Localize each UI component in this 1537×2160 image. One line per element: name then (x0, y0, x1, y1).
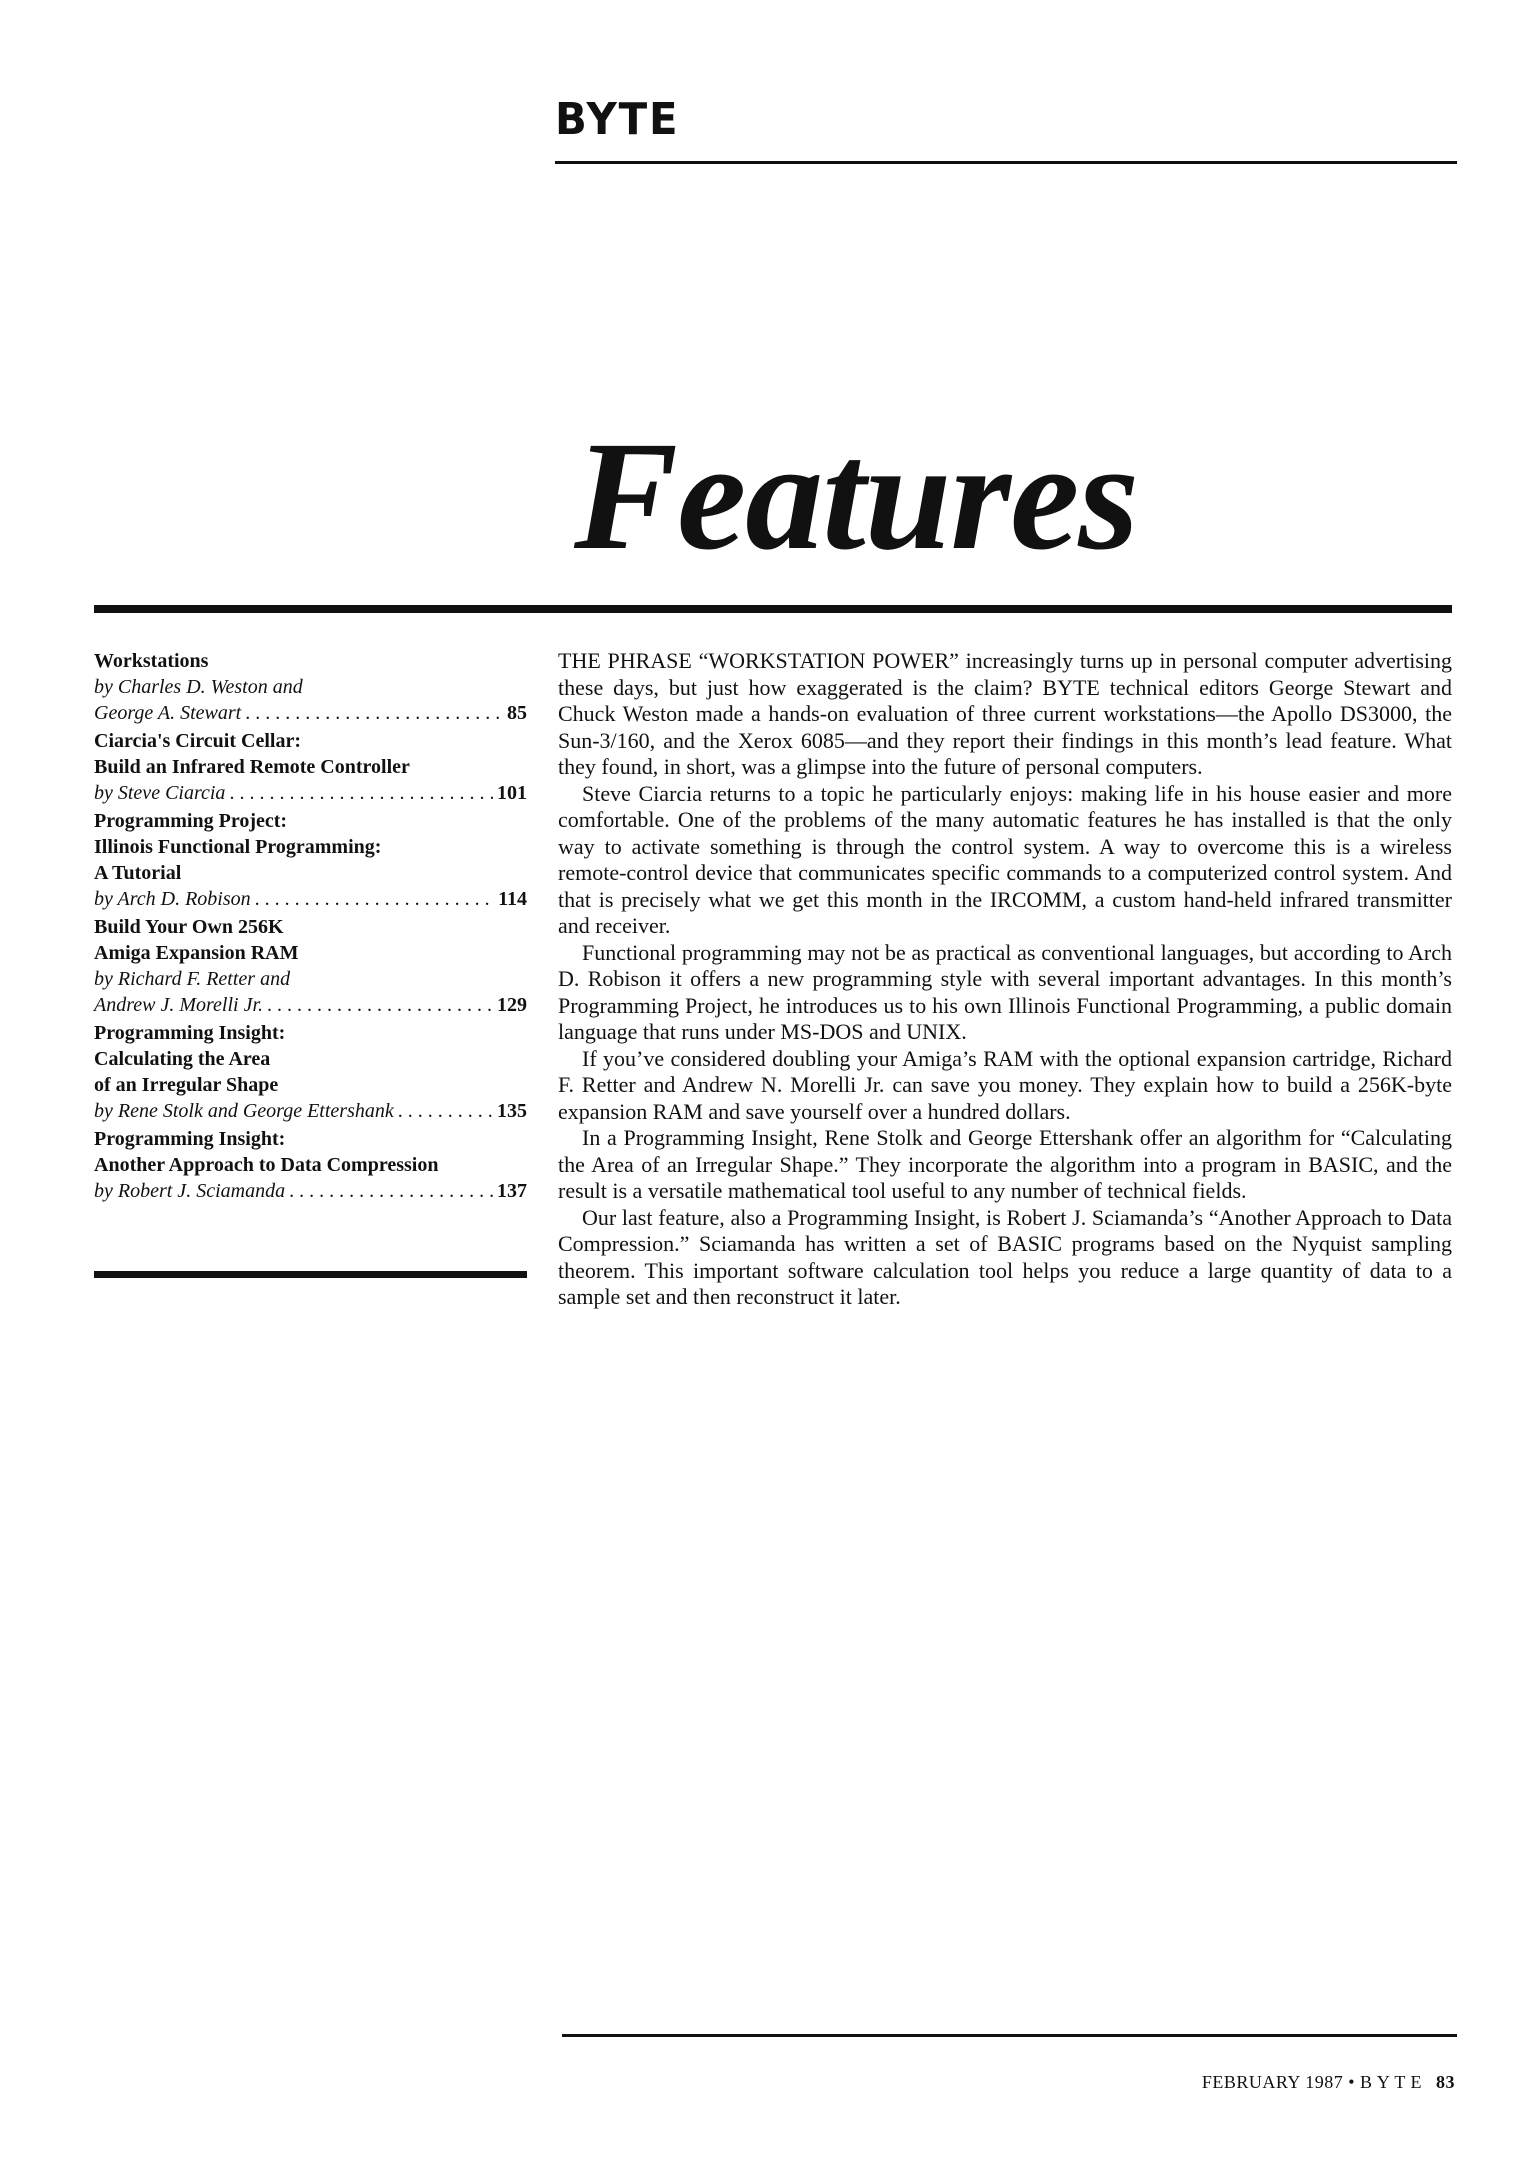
article-body (558, 648, 1452, 1311)
toc-entry-page-line (94, 1098, 527, 1124)
article-paragraph: In a Programming Insight, Rene Stolk and George Ettershank offer an algorithm for “Calculating the Area of an Irregular Shape.” They incorporate the algorithm into a program in BASIC, and the result is a versatile mathematical tool useful to any number of technical fields. (558, 1125, 1452, 1203)
toc-entry-author: by Rene Stolk and George Ettershank (94, 1100, 394, 1122)
toc-entry-author: by Charles D. Weston and (94, 676, 303, 698)
title-rule (94, 605, 1452, 613)
page-title: Features (574, 409, 1139, 582)
toc-entry-title: Ciarcia's Circuit Cellar: (94, 730, 301, 752)
toc-entry-page-line (94, 780, 527, 806)
article-paragraph: Our last feature, also a Programming Insight, is Robert J. Sciamanda’s “Another Approach to Data Compression.” Sciamanda has written a set of BASIC programs based on the Nyquist sampling theorem. This important software calculation tool helps you reduce a large quantity of data to a sample set and then reconstruct it later. (558, 1204, 1452, 1309)
toc-bottom-rule (94, 1271, 527, 1278)
toc-entry-title: Another Approach to Data Compression (94, 1154, 439, 1176)
toc-entry-page-number: 137 (497, 1180, 527, 1202)
toc-entry-page-number: 101 (497, 782, 527, 804)
byte-logo: BYTE (555, 94, 680, 145)
toc-entry-page-number: 85 (507, 702, 527, 724)
toc-entry-page-number: 114 (498, 888, 527, 910)
toc-entry-author: by Steve Ciarcia (94, 782, 226, 804)
toc-leader-dots (267, 992, 493, 1018)
toc-entry (94, 648, 527, 726)
toc-entry-title: Amiga Expansion RAM (94, 942, 299, 964)
toc-entry (94, 1126, 527, 1204)
toc-entry-title: Programming Project: (94, 810, 288, 832)
footer-issue: FEBRUARY 1987 • B Y T E (1201, 2072, 1422, 2092)
toc-entry-page-line (94, 886, 527, 912)
footer-rule (562, 2034, 1457, 2037)
toc-leader-dots (229, 780, 493, 806)
toc-leader-dots (289, 1178, 493, 1204)
article-paragraph: THE PHRASE “WORKSTATION POWER” increasingly turns up in personal computer advertising these days, but just how exaggerated is the claim? BYTE technical editors George Stewart and Chuck Weston made a hands-on evaluation of three current workstations—the Apollo DS3000, the Sun-3/160, and the Xerox 6085—and they report their findings in this month’s lead feature. What they found, in short, was a glimpse into the future of personal computers. (558, 648, 1452, 779)
toc-entry-title: Build an Infrared Remote Controller (94, 756, 410, 778)
article-paragraph: If you’ve considered doubling your Amiga’s RAM with the optional expansion cartridge, Richard F. Retter and Andrew N. Morelli Jr. can save you money. They explain how to build a 256K-byte expansion RAM and save yourself over a hundred dollars. (558, 1045, 1452, 1124)
toc-leader-dots (245, 700, 503, 726)
toc-entry-page-number: 135 (497, 1100, 527, 1122)
toc-entry-author: by Arch D. Robison (94, 888, 251, 910)
toc-entry-page-line (94, 700, 527, 726)
toc-entry-title: Calculating the Area (94, 1048, 271, 1070)
toc-entry (94, 1020, 527, 1124)
toc-entry-author: by Richard F. Retter and (94, 968, 291, 990)
toc-entry-title: of an Irregular Shape (94, 1074, 279, 1096)
toc-entry-title: Build Your Own 256K (94, 916, 284, 938)
toc-leader-dots (255, 886, 494, 912)
toc-entry-title: A Tutorial (94, 862, 182, 884)
toc-entry (94, 728, 527, 806)
toc-leader-dots (398, 1098, 493, 1124)
toc-entry-page-number: 129 (497, 994, 527, 1016)
toc-entry-title: Programming Insight: (94, 1022, 286, 1044)
toc-entry-title: Programming Insight: (94, 1128, 286, 1150)
toc-entry (94, 808, 527, 912)
masthead-rule (555, 161, 1457, 164)
toc-entry-author: Andrew J. Morelli Jr. (94, 994, 264, 1016)
article-paragraph: Steve Ciarcia returns to a topic he particularly enjoys: making life in his house easier and more comfortable. One of the problems of the many automatic features he has installed is that the only way to activate something is through the control system. A way to overcome this is a wireless remote-control device that communicates specific commands to a computerized control system. And that is precisely what we get this month in the IRCOMM, a custom hand-held infrared transmitter and receiver. (558, 780, 1452, 938)
toc-entry-author: George A. Stewart (94, 702, 242, 724)
toc-entry-page-line (94, 1178, 527, 1204)
table-of-contents (94, 648, 527, 1206)
toc-entry-title: Illinois Functional Programming: (94, 836, 382, 858)
footer-page-number: 83 (1436, 2072, 1455, 2092)
page-footer (1202, 2072, 1455, 2093)
article-paragraph: Functional programming may not be as practical as conventional languages, but according to Arch D. Robison it offers a new programming style with several important advantages. In this month’s Programming Project, he introduces us to his own Illinois Functional Programming, a public domain language that runs under MS-DOS and UNIX. (558, 939, 1452, 1044)
toc-entry-page-line (94, 992, 527, 1018)
toc-entry-author: by Robert J. Sciamanda (94, 1180, 286, 1202)
toc-entry (94, 914, 527, 1018)
toc-entry-title: Workstations (94, 650, 209, 672)
